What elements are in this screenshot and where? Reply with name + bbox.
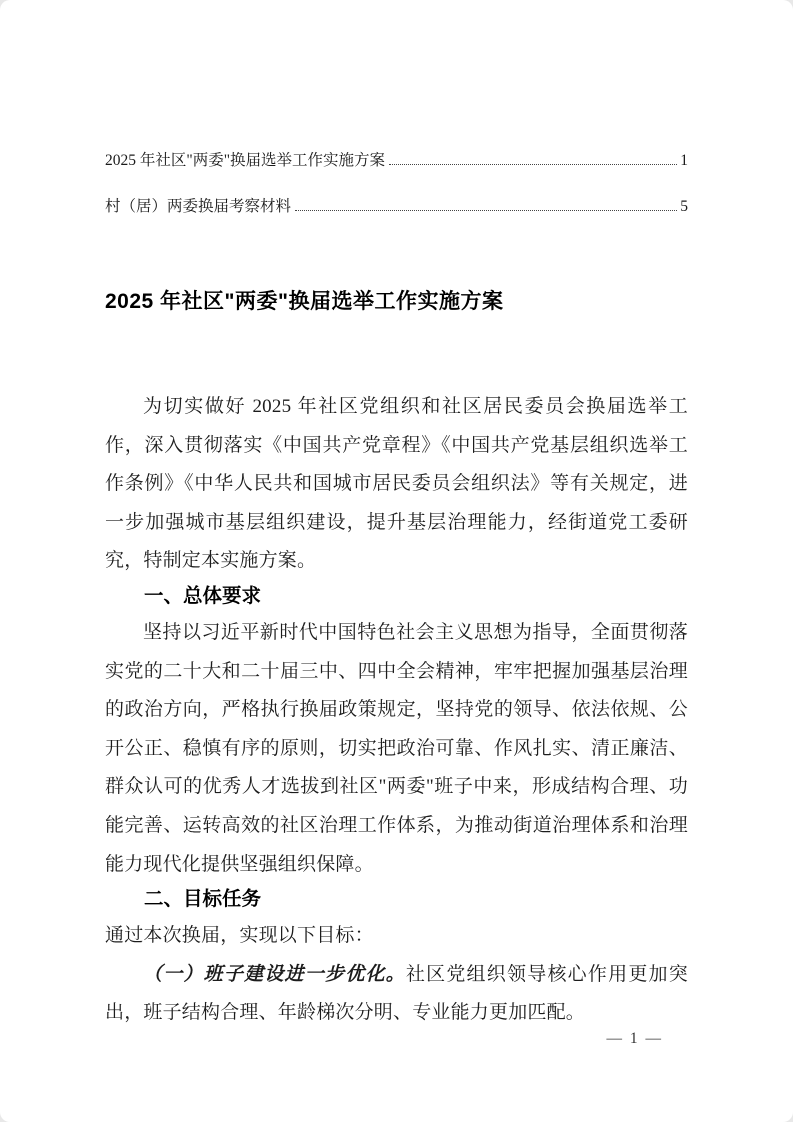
section-heading-2: 二、目标任务 xyxy=(144,888,262,911)
section-heading-1: 一、总体要求 xyxy=(144,584,262,607)
toc-entry-label: 2025 年社区"两委"换届选举工作实施方案 xyxy=(105,152,386,169)
toc-entry-label: 村（居）两委换届考察材料 xyxy=(105,198,292,215)
toc-dotted-leader xyxy=(295,210,677,211)
goal1-lead-text: （一）班子建设进一步优化。 xyxy=(143,963,406,985)
intro-paragraph: 为切实做好 2025 年社区党组织和社区居民委员会换届选举工作，深入贯彻落实《中国共产党章程》《中国共产党基层组织选举工作条例》《中华人民共和国城市居民委员会组织法》等有关规定，进一步加强城市基层组织建设，提升基层治理能力，经街道党工委研究，特制定本实施方案。 xyxy=(105,396,688,572)
goal1-rest-text: 社区党组织领导核心作用更加突出，班子结构合理、年龄梯次分明、专业能力更加匹配。 xyxy=(105,963,688,1024)
section2-intro-paragraph: 通过本次换届，实现以下目标： xyxy=(105,925,374,947)
toc-page-number: 1 xyxy=(680,152,688,169)
section1-paragraph: 坚持以习近平新时代中国特色社会主义思想为指导，全面贯彻落实党的二十大和二十届三中、四中全会精神，牢牢把握加强基层治理的政治方向，严格执行换届政策规定，坚持党的领导、依法依规、公开公正、稳慎有序的原则，切实把政治可靠、作风扎实、清正廉洁、群众认可的优秀人才选拔到社区"两委"班子中来，形成结构合理、功能完善、运转高效的社区治理工作体系，为推动街道治理体系和治理能力现代化提供坚强组织保障。 xyxy=(105,621,688,875)
goal1-paragraph xyxy=(105,956,688,1033)
table-of-contents xyxy=(105,150,688,218)
document-title: 2025 年社区"两委"换届选举工作实施方案 xyxy=(105,290,504,313)
page-number: — 1 — xyxy=(606,1030,663,1047)
toc-dotted-leader xyxy=(389,164,677,165)
toc-entry[interactable] xyxy=(105,150,688,172)
toc-page-number: 5 xyxy=(680,198,688,215)
toc-entry[interactable] xyxy=(105,196,688,218)
